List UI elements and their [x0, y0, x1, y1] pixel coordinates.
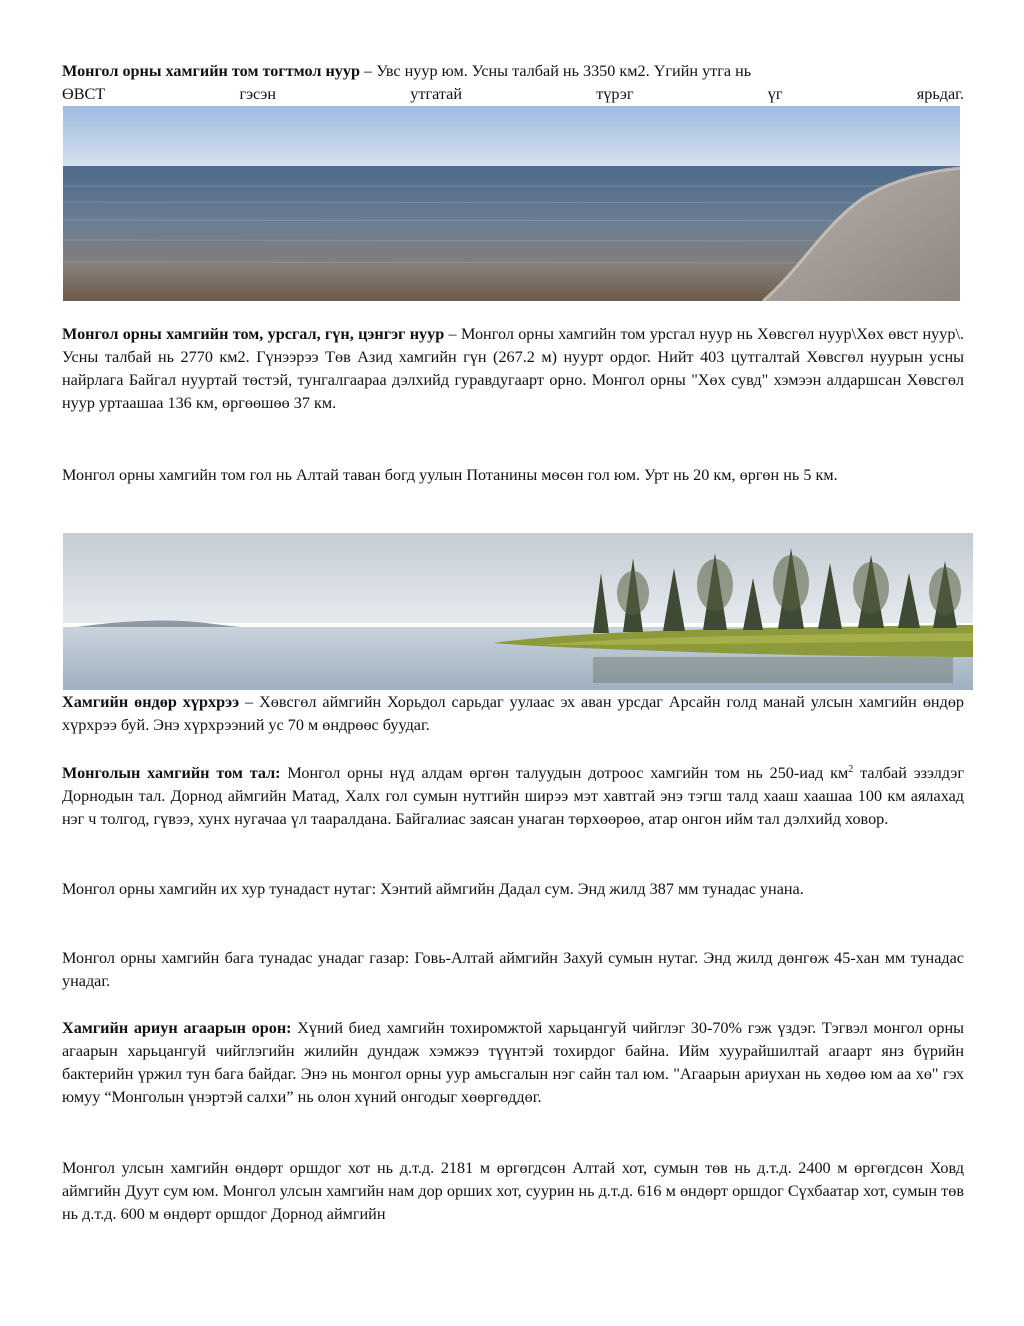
paragraph-potanin-glacier: Монгол орны хамгийн том гол нь Алтай таван богд уулын Потанины мөсөн гол юм. Урт нь 20 км, өргөн нь 5 км. — [62, 466, 838, 484]
heading-largest-lake: Монгол орны хамгийн том тогтмол нуур — [62, 62, 360, 80]
paragraph-cleanest-air: Хамгийн ариун агаарын орон: Хүний биед хамгийн тохиромжтой харьцангуй чийглэг 30-70% гэж үздэг. Тэгвэл монгол орны агаарын харьцангуй чийглэгийн жилийн дундаж хэмжээ түүнтэй тохирдог байна. Ийм хуурайшилтай агаарт янз бүрийн бактерийн үржил тун бага байдаг. Энэ нь монгол орны уур амьсгалын нэг сайн тал юм. "Агаарын ариухан нь хөдөө юм аа хө" гэх юмуу “Монголын үнэртэй салхи” нь олон хүний онгодыг хөөргөддөг. — [62, 1019, 964, 1106]
paragraph-largest-steppe: Монголын хамгийн том тал: Монгол орны нүд алдам өргөн талуудын дотроос хамгийн том нь 250-иад $км^2$ талбай эзэлдэг Дорнодын тал. Дорнод аймгийн Матад, Халх гол сумын нутгийн ширээ мэт хавтгай энэ тэгш талд хааш хаашаа 100 км аялахад нэг ч толгод, гүвээ, хунх нугачаа үл тааралдана. Байгалиас заясан унаган төрхөөрөө, атар онгон ийм тал дэлхийд ховор. — [62, 764, 964, 828]
paragraph-highest-waterfall: Хамгийн өндөр хүрхрээ – Хөвсгөл аймгийн Хорьдол сарьдаг уулаас эх аван урсдаг Арсайн голд манай улсын хамгийн өндөр хүрхрээ буй. Энэ хүрхрээний ус 70 м өндрөөс буудаг. — [62, 693, 965, 734]
heading-highest-waterfall: Хамгийн өндөр хүрхрээ — [62, 693, 240, 711]
paragraph-highest-city: Монгол улсын хамгийн өндөрт оршдог хот нь д.т.д. 2181 м өргөгдсөн Алтай хот, сумын төв нь д.т.д. 2400 м өргөгдсөн Ховд аймгийн Дуут сум юм. Монгол улсын хамгийн нам дор орших хот, суурин нь д.т.д. 616 м өндөрт оршдог Сүхбаатар хот, сумын төв нь д.т.д. 600 м өндөрт оршдог Дорнод аймгийн — [62, 1159, 964, 1223]
paragraph-uvs-lake-line2: ӨВСТ гэсэн утгатай түрэг үг ярьдаг. — [62, 85, 964, 103]
paragraph-least-precipitation: Монгол орны хамгийн бага тунадас унадаг газар: Говь-Алтай аймгийн Захуй сумын нутаг. Энд жилд дөнгөж 45-хан мм тунадас унадаг. — [62, 949, 964, 990]
paragraph-uvs-lake: Монгол орны хамгийн том тогтмол нуур – Увс нуур юм. Усны талбай нь 3350 км2. Үгийн утга нь — [62, 62, 752, 80]
heading-cleanest-air: Хамгийн ариун агаарын орон: — [62, 1019, 292, 1037]
paragraph-most-precipitation: Монгол орны хамгийн их хур тунадаст нутаг: Хэнтий аймгийн Дадал сум. Энд жилд 387 мм тунадас унана. — [62, 880, 804, 898]
khuvsgul-lake-photo — [63, 533, 973, 690]
uvs-lake-photo — [63, 106, 960, 301]
heading-largest-freshwater-lake: Монгол орны хамгийн том, урсгал, гүн, цэнгэг нуур — [62, 325, 445, 343]
heading-largest-steppe: Монголын хамгийн том тал: — [62, 764, 281, 782]
paragraph-khuvsgul-lake: Монгол орны хамгийн том, урсгал, гүн, цэнгэг нуур – Монгол орны хамгийн том урсгал нуур нь Хөвсгөл нуур\Хөх өвст нуур\. Усны талбай нь 2770 км2. Гүнээрээ Төв Азид хамгийн гүн (267.2 м) нуурт ордог. Нийт 403 цутгалтай Хөвсгөл нуурын усны найрлага Байгал нууртай төстэй, тунгалгаараа дэлхийд гуравдугаарт орно. Монгол орны "Хөх сувд" хэмээн алдаршсан Хөвсгөл нуур уртаашаа 136 км, өргөөшөө 37 км. — [62, 325, 965, 412]
